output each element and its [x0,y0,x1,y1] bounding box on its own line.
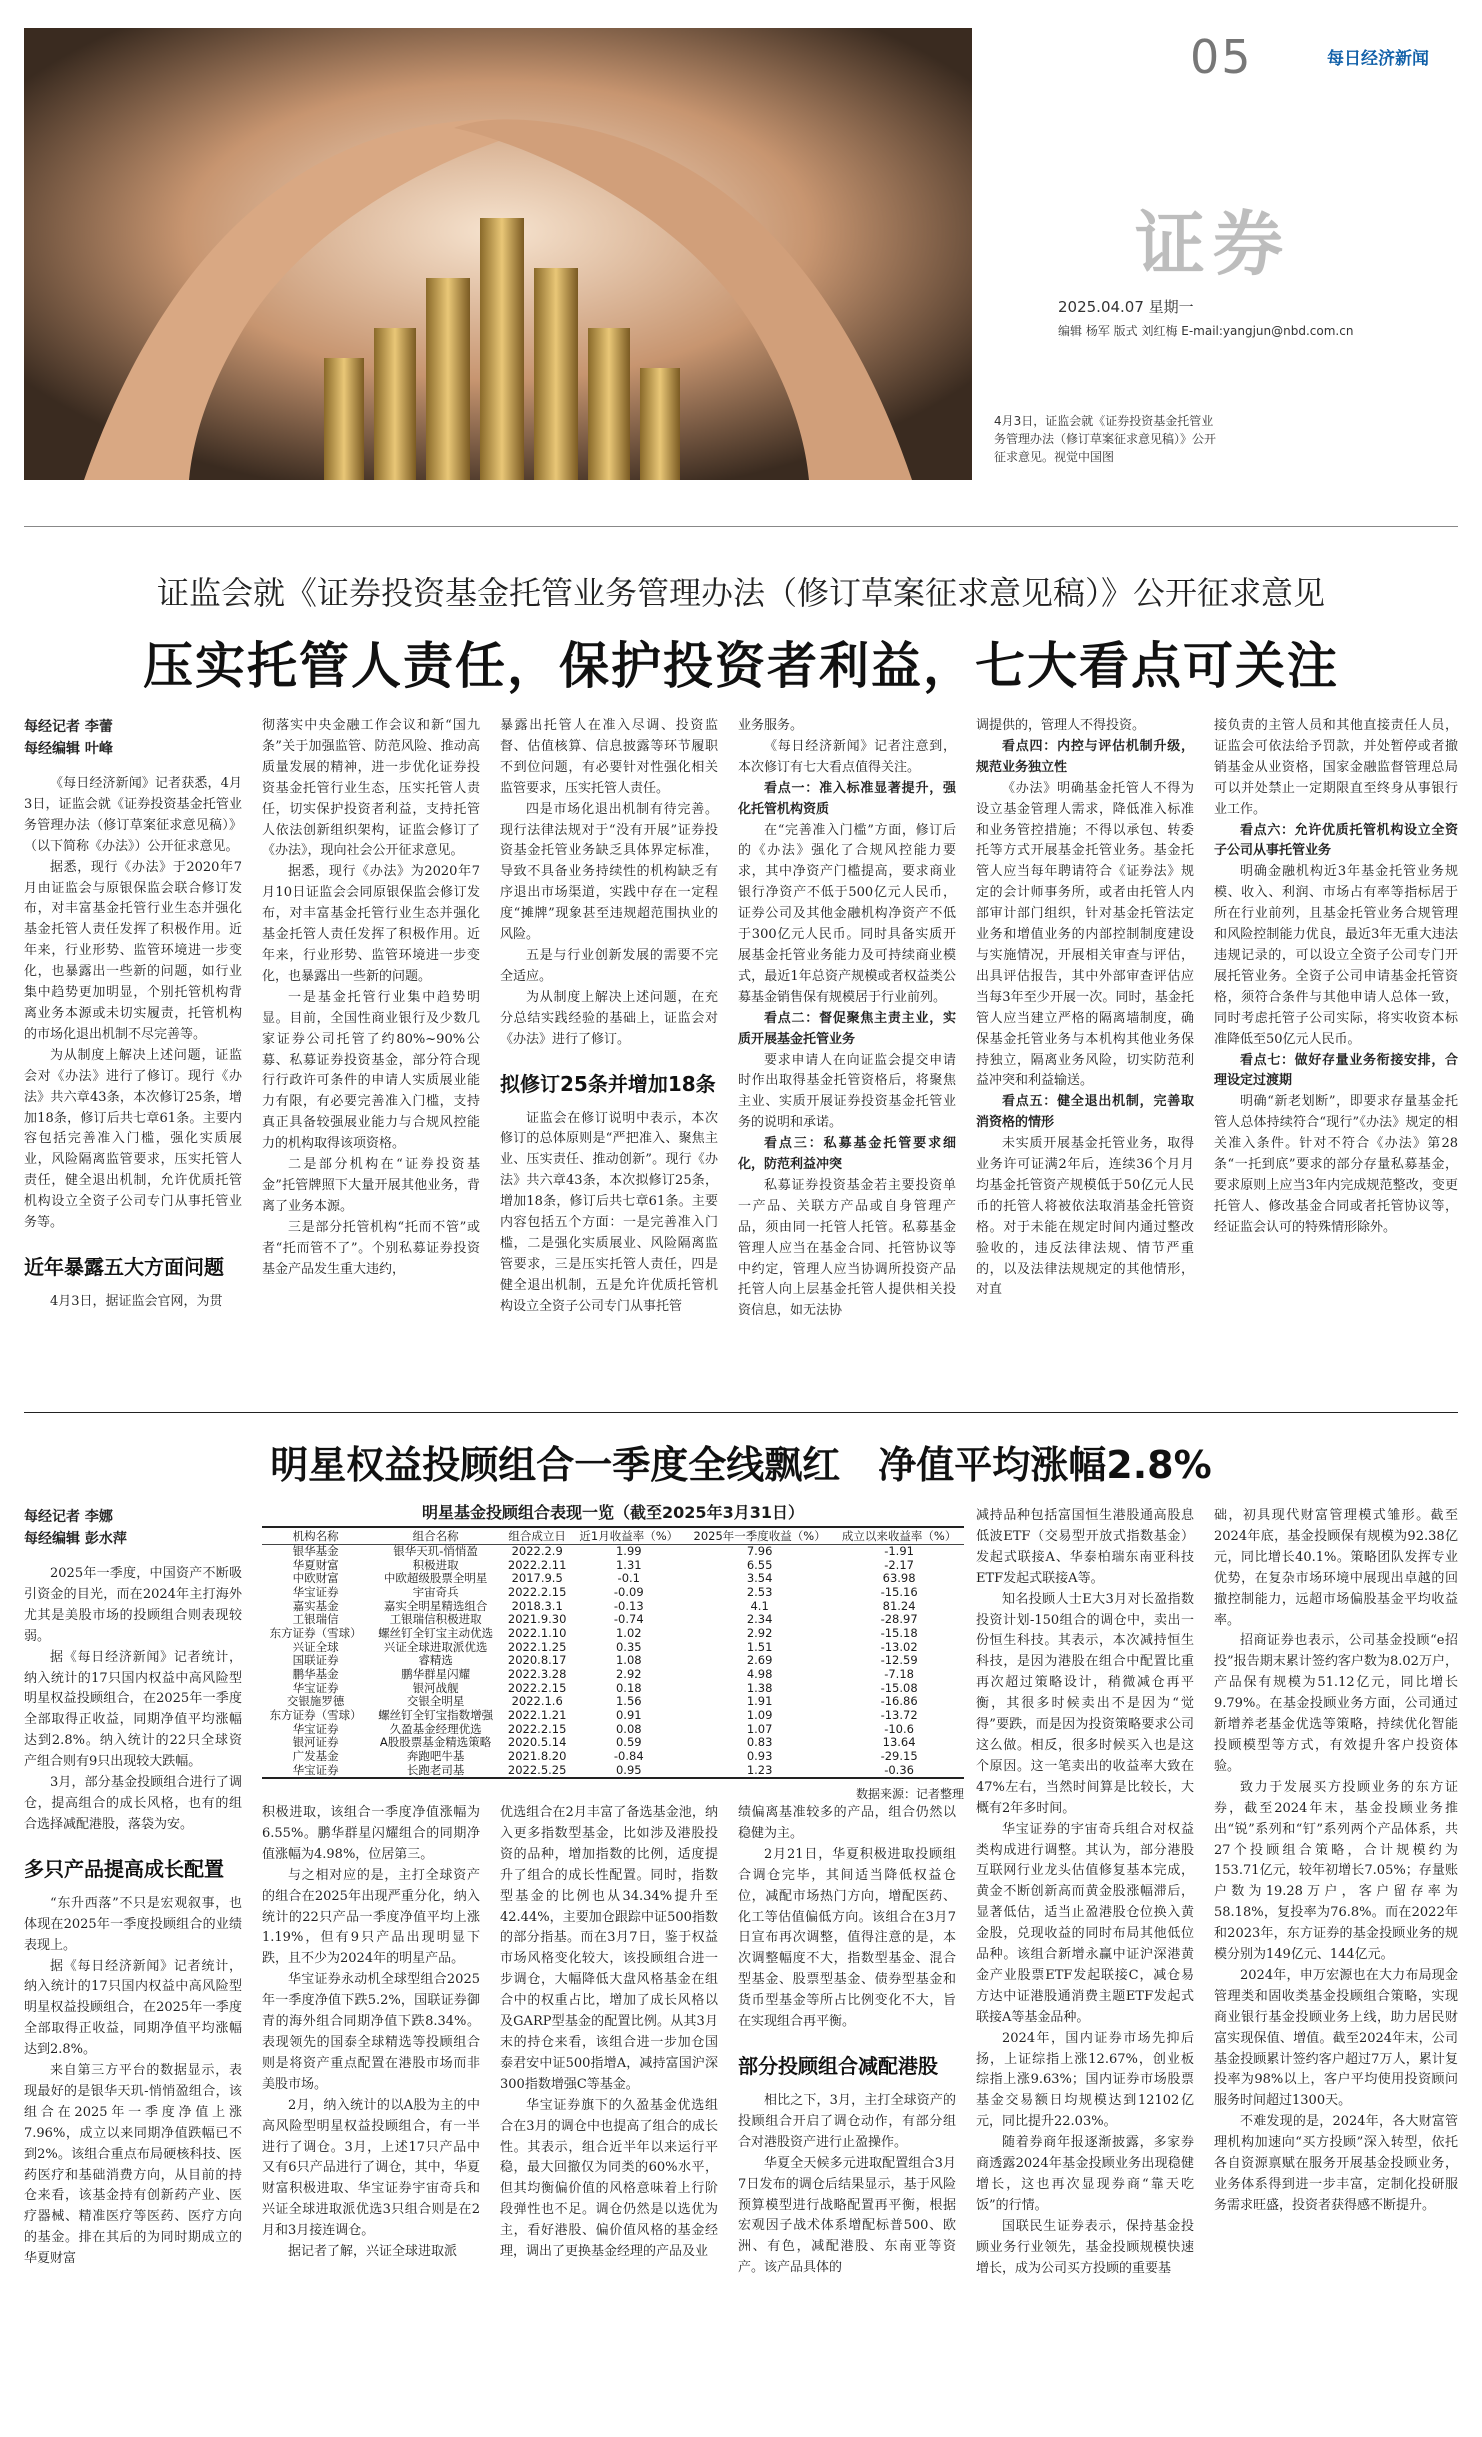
paragraph: 明确“新老划断”，即要求存量基金托管人总体持续符合“现行”《办法》规定的相关准入条件。针对不符合《办法》第28条“一托到底”要求的部分存量私募基金，要求原则上应当3年内完成规范整改，变更托管人、修改基金合同或者托管协议等，经证监会认可的特殊情形除外。 [1214,1094,1458,1235]
table-row [262,1640,964,1654]
table-cell: 鹏华基金 [292,1667,339,1682]
paragraph: 未实质开展基金托管业务，取得业务许可证满2年后，连续36个月月均基金托管资产规模低于50亿元人民币的托管人将被依法取消基金托管资格。对于未能在规定时间内通过整改验收的，违反法律法规、情节严重的，以及法律法规规定的其他情形，对直 [976,1136,1194,1298]
table-cell: 2.92 [746,1625,773,1640]
data-table [262,1526,964,1779]
paragraph: 据悉，现行《办法》于2020年7月由证监会与原银保监会联合修订发布，对丰富基金托管行业生态并强化基金托管人责任发挥了积极作用。近年来，行业形势、监管环境进一步变化，也暴露出一些新的问题，如行业集中趋势更加明显，个别托管机构背离业务本源或未切实履责，托管机构的市场化退出机制不尽完善等。 [24,859,242,1042]
subhead: 多只产品提高成长配置 [24,1856,224,1881]
table-cell: 63.98 [882,1571,916,1586]
table-row [262,1750,964,1764]
table-cell: 1.02 [615,1625,642,1640]
article1-col-1 [24,716,242,1313]
table-cell: A股股票基金精选策略 [379,1735,492,1750]
table-cell: 广发基金 [292,1749,339,1764]
table-header-cell: 组合成立日 [502,1527,573,1545]
table-cell: 1.23 [746,1762,773,1777]
paragraph: 2024年，国内证券市场先抑后扬，上证综指上涨12.67%，创业板综指上涨9.63%；国内证券市场股票基金交易额日均规模达到12102亿元，同比提升22.03%。 [976,2030,1194,2130]
table-cell: -15.18 [880,1625,918,1640]
table-cell: 4.1 [750,1598,769,1613]
article2-col-5 [976,1506,1194,2280]
table-cell: 2.92 [615,1667,642,1682]
table-row [262,1558,964,1572]
paragraph: 在“完善准入门槛”方面，修订后的《办法》强化了合规风控能力要求，其中净资产门槛提高，要求商业银行净资产不低于500亿元人民币，证券公司及其他金融机构净资产不低于300亿元人民币。同时具备实质开展基金托管业务能力及可持续商业模式，最近1年总资产规模或者权益类公募基金销售保有规模居于行业前列。 [738,822,956,1005]
paragraph: 《每日经济新闻》记者获悉，4月3日，证监会就《证券投资基金托管业务管理办法（修订草案征求意见稿）》（以下简称《办法》）公开征求意见。 [24,776,242,854]
masthead: 每日经济新闻 [1327,49,1429,69]
paragraph: 国联民生证券表示，保持基金投顾业务行业领先，基金投顾规模快速增长，成为公司买方投顾的重要基 [976,2218,1194,2276]
paragraph: 华宝证券旗下的久盈基金优选组合在3月的调仓中也提高了组合的成长性。其表示，组合近半年以来运行平稳，最大回撤仅为同类的60%水平，但其均衡偏价值的风格意味着上行阶段弹性也不足。调仓仍然是以选优为主，看好港股、偏价值风格的基金经理，调出了更换基金经理的产品及业 [500,2097,718,2260]
table-cell: -0.1 [617,1571,640,1586]
highlight-point: 看点二：督促聚焦主责主业，实质开展基金托管业务 [738,1010,956,1047]
article2-col-1 [24,1506,242,2270]
table-cell: 交银施罗德 [286,1694,345,1709]
table-cell: 0.35 [615,1639,642,1654]
paragraph: 积极进取，该组合一季度净值涨幅为6.55%。鹏华群星闪耀组合的同期净值涨幅为4.98%，位居第三。 [262,1805,480,1862]
table-row [262,1709,964,1723]
article1-col-4 [738,716,956,1322]
paragraph: 绩偏离基准较多的产品，组合仍然以稳健为主。 [738,1805,956,1841]
paragraph: 致力于发展买方投顾业务的东方证券，截至2024年末，基金投顾业务推出“锐”系列和“钉”系列两个产品体系，共27个投顾组合策略，合计规模约为153.71亿元，较年初增长7.05%；存量账户数为19.28万户，客户留存率为58.18%，复投率为76.8%。而在2022年和2023年，东方证券的基金投顾业务的规模分别为149亿元、144亿元。 [1214,1779,1458,1963]
table-cell: 1.99 [615,1544,642,1559]
article1-col-3 [500,716,718,1318]
table-cell: 2022.2.9 [511,1544,563,1559]
page-number: 05 [1190,30,1253,84]
paragraph: 二是部分机构在“证券投资基金”托管牌照下大量开展其他业务，背离了业务本源。 [262,1157,480,1214]
paragraph: 彻落实中央金融工作会议和新“国九条”关于加强监管、防范风险、推动高质量发展的精神，进一步优化证券投资基金托管行业生态，压实托管人责任，切实保护投资者利益，支持托管人依法创新组织架构，证监会修订了《办法》，现向社会公开征求意见。 [262,718,480,859]
table-cell: 0.93 [746,1749,773,1764]
paragraph: 来自第三方平台的数据显示，表现最好的是银华天玑-悄悄盈组合，该组合在2025年一季度净值上涨7.96%，成立以来同期净值跌幅已不到2%。该组合重点布局硬核科技、医药医疗和基础消费方向，从目前的持仓来看，该基金持有创新药产业、医疗器械、精准医疗等医药、医疗方向的基金。排在其后的为同时期成立的华夏财富 [24,2063,242,2267]
table-cell: -0.13 [613,1598,644,1613]
table-cell: 3.54 [746,1571,773,1586]
table-row [262,1572,964,1586]
editor-line: 编辑 杨军 版式 刘红梅 E-mail:yangjun@nbd.com.cn [1058,324,1354,338]
paragraph: 私募证券投资基金若主要投资单一产品、关联方产品或自身管理产品，须由同一托管人托管。私募基金管理人应当在基金合同、托管协议等中约定，管理人应当协调所投资产品托管人向上层基金托管人提供相关投资信息，如无法协 [738,1177,956,1319]
table-header-cell: 成立以来收益率（%） [834,1527,964,1545]
table-cell: 2022.1.10 [507,1625,567,1640]
table-cell: 2020.8.17 [507,1653,567,1668]
table-header-row [262,1527,964,1545]
paragraph: 一是基金托管行业集中趋势明显。目前，全国性商业银行及少数几家证券公司托管了约80%~90%公募、私募证券投资基金，部分符合现行行政许可条件的申请人实质展业能力有限，有必要完善准入门槛，支持真正具备较强展业能力与合规风控能力的机构取得该项资格。 [262,989,480,1152]
table-cell: -28.97 [880,1612,918,1627]
table-cell: 国联证券 [292,1653,339,1668]
table-cell: -0.09 [613,1584,644,1599]
article2-headline: 明星权益投顾组合一季度全线飘红 净值平均涨幅2.8% [270,1443,1212,1487]
article1-col-2 [262,716,480,1280]
paragraph: 不难发现的是，2024年，各大财富管理机构加速向“买方投顾”深入转型，依托各自资源禀赋在服务开展基金投顾业务，业务体系得到进一步丰富，定制化投研服务需求旺盛，投资者获得感不断提升。 [1214,2114,1458,2213]
paragraph: “东升西落”不只是宏观叙事，也体现在2025年一季度投顾组合的业绩表现上。 [24,1895,242,1953]
table-row [262,1681,964,1695]
table-row [262,1627,964,1641]
paragraph: 据《每日经济新闻》记者统计，纳入统计的17只国内权益中高风险型明星权益投顾组合，在2025年一季度全部取得正收益，同期净值平均涨幅达到2.8%。纳入统计的22只全球资产组合则有9只出现较大跌幅。 [24,1649,242,1770]
table-cell: 0.83 [746,1735,773,1750]
table-cell: 1.91 [746,1694,773,1709]
table-row [262,1654,964,1668]
photo-caption: 4月3日，证监会就《证券投资基金托管业务管理办法（修订草案征求意见稿）》公开征求意见。视觉中国图 [994,414,1217,464]
article2-col-4 [738,1803,956,2279]
table-cell: 银河战舰 [412,1680,459,1695]
table-row [262,1722,964,1736]
article2-col-3 [500,1803,718,2263]
paragraph: 3月，部分基金投顾组合进行了调仓，提高组合的成长风格，也有的组合选择减配港股，落袋为安。 [24,1775,242,1832]
table-title: 明星基金投顾组合表现一览（截至2025年3月31日） [422,1503,804,1522]
table-row [262,1586,964,1600]
subhead: 部分投顾组合减配港股 [738,2053,938,2078]
table-cell: 工银瑞信积极进取 [389,1612,482,1627]
paragraph: 优选组合在2月丰富了备选基金池，纳入更多指数型基金，比如涉及港股投资的品种，增加指数的比例，适度提升了组合的成长性配置。同时，指数型基金的比例也从34.34%提升至42.44%，主要加仓跟踪中证500指数的部分指基。而在3月7日，鉴于权益市场风格变化较大，该投顾组合进一步调仓，大幅降低大盘风格基金在组合中的权重占比，增加了成长风格以及GARP型基金的配置比例。从其3月末的持仓来看，该组合进一步加仓国泰君安中证500指增A，减持富国沪深300指数增强C等基金。 [500,1805,718,2092]
table-cell: 华宝证券 [292,1680,339,1695]
table-cell: 兴证全球 [292,1639,339,1654]
table-cell: 中欧超级股票全明星 [383,1571,488,1586]
table-row [262,1764,964,1778]
table-cell: 东方证券（雪球） [269,1708,362,1723]
subhead: 拟修订25条并增加18条 [500,1071,716,1096]
paragraph: 招商证券也表示，公司基金投顾“e招投”报告期末累计签约客户数为8.02万户，产品保有规模为51.12亿元，同比增长9.79%。在基金投顾业务方面，公司通过新增养老基金优选等策略，持续优化智能投顾模型等方式，有效提升客户投资体验。 [1214,1633,1458,1774]
paragraph: 础，初具现代财富管理模式雏形。截至2024年底，基金投顾保有规模为92.38亿元，同比增长40.1%。策略团队发挥专业优势，在复杂市场环境中展现出卓越的回撤控制能力，远超市场偏股基金平均收益率。 [1214,1508,1458,1628]
paragraph: 知名投顾人士E大3月对长盈指数投资计划-150组合的调仓中，卖出一份恒生科技。其表示，本次减持恒生科技，是因为港股在组合中配置比重再次超过策略设计，稍微减仓再平衡，其很多时候卖出不是因为“觉得”要跌，而是因为投资策略要求公司这么做。相反，很多时候买入也是这个原因。这一笔卖出的收益率大致在47%左右，当然时间算是比较长，大概有2年多时间。 [976,1591,1194,1816]
table-cell: -16.86 [880,1694,918,1709]
table-cell: 嘉实全明星精选组合 [383,1598,488,1613]
article2-col-6 [1214,1506,1458,2217]
table-cell: 0.91 [615,1708,642,1723]
paragraph: 与之相对应的是，主打全球资产的组合在2025年出现严重分化，纳入统计的22只产品一季度净值平均上涨1.19%，但有9只产品出现明显下跌，且不少为2024年的明星产品。 [262,1867,480,1967]
article-divider [24,1412,1458,1413]
table-cell: 银华基金 [292,1544,339,1559]
highlight-point: 看点四：内控与评估机制升级，规范业务独立性 [976,738,1194,775]
table-cell: -0.74 [613,1612,644,1627]
table-cell: 2022.2.15 [507,1584,567,1599]
table-cell: 2022.1.6 [511,1694,563,1709]
table-cell: 兴证全球进取派优选 [383,1639,488,1654]
table-cell: 2.69 [746,1653,773,1668]
table-cell: 1.08 [615,1653,642,1668]
table-cell: 1.51 [746,1639,773,1654]
table-cell: 2021.8.20 [507,1749,567,1764]
table-cell: 长跑老司基 [406,1762,465,1777]
table-row [262,1599,964,1613]
table-cell: 螺丝钉全钉宝指数增强 [378,1708,494,1723]
table-cell: 2022.3.28 [507,1667,567,1682]
table-cell: -0.84 [613,1749,644,1764]
table-cell: 2022.2.15 [507,1680,567,1695]
table-header-cell: 近1月收益率（%） [573,1527,686,1545]
paragraph: 为从制度上解决上述问题，在充分总结实践经验的基础上，证监会对《办法》进行了修订。 [500,989,718,1047]
issue-date: 2025.04.07 星期一 [1058,298,1194,316]
paragraph: 4月3日，据证监会官网，为贯 [50,1293,223,1309]
table-cell: -13.02 [880,1639,918,1654]
paragraph: 据记者了解，兴证全球进取派 [288,2244,458,2260]
paragraph: 《办法》明确基金托管人不得为设立基金管理人需求，降低准入标准和业务管控措施；不得以承包、转委托等方式开展基金托管业务。基金托管人应当每年聘请符合《证券法》规定的会计师事务所，或者由托管人内部审计部门组织，针对基金托管法定业务和增值业务的内部控制制度建设与实施情况，开展相关审查与评估，出具评估报告，其中外部审查评估应当每3年至少开展一次。同时，基金托管人应当建立严格的隔离墙制度，确保基金托管业务与本机构其他业务保持独立，隔离业务风险，切实防范利益冲突和利益输送。 [976,780,1194,1089]
table-row [262,1545,964,1559]
table-cell: 宇宙奇兵 [412,1584,459,1599]
table-cell: 2.53 [746,1584,773,1599]
table-cell: 7.96 [746,1544,773,1559]
table-cell: 工银瑞信 [292,1612,339,1627]
highlight-point: 看点一：准入标准显著提升，强化托管机构资质 [738,780,956,817]
highlight-point: 看点五：健全退出机制，完善取消资格的情形 [976,1094,1194,1131]
table-cell: 0.59 [615,1735,642,1750]
table-cell: 鹏华群星闪耀 [401,1667,471,1682]
table-cell: 2022.2.11 [507,1557,567,1572]
byline-editor: 每经编辑 彭水萍 [24,1531,127,1547]
table-cell: 2022.5.25 [507,1762,567,1777]
table-cell: 东方证券（雪球） [269,1625,362,1640]
table-cell: -0.36 [884,1762,914,1777]
table-row [262,1736,964,1750]
table-cell: 2022.1.25 [507,1639,567,1654]
highlight-point: 看点三：私募基金托管要求细化，防范利益冲突 [738,1136,956,1173]
paragraph: 据《每日经济新闻》记者统计，纳入统计的17只国内权益中高风险型明星权益投顾组合，在2025年一季度全部取得正收益，同期净值平均涨幅达到2.8%。 [24,1958,242,2058]
table-cell: 2.34 [746,1612,773,1627]
paragraph: 2024年，申万宏源也在大力布局现金管理类和固收类基金投顾组合策略，实现商业银行基金投顾业务上线，助力居民财富实现保值、增值。截至2024年末，公司基金投顾累计签约客户超过7万人，累计复投率为98%以上，客户平均使用投资顾问服务时间超过1300天。 [1214,1967,1458,2109]
paragraph: 随着券商年报逐渐披露，多家券商透露2024年基金投顾业务出现稳健增长，这也再次显现券商“靠天吃饭”的行情。 [976,2135,1194,2213]
fund-performance-table [262,1500,964,1802]
section-title: 证券 [1135,203,1291,285]
table-cell: 中欧财富 [292,1571,339,1586]
paragraph: 2025年一季度，中国资产不断吸引资金的目光，而在2024年主打海外尤其是美股市场的投顾组合则表现较弱。 [24,1566,242,1644]
paragraph: 华宝证券的宇宙奇兵组合对权益类构成进行调整。其认为，部分港股互联网行业龙头估值修复基本完成，黄金不断创新高而黄金股涨幅滞后，显著低估，适当止盈港股仓位换入黄金股，兑现收益的同时布局其他低位品种。该组合新增永赢中证沪深港黄金产业股票ETF发起联接C，减仓易方达中证港股通消费主题ETF发起式联接A等基金品种。 [976,1821,1194,2025]
paragraph: 《每日经济新闻》记者注意到，本次修订有七大看点值得关注。 [738,738,956,775]
table-cell: 睿精选 [418,1653,453,1668]
table-row [262,1695,964,1709]
table-cell: 奔跑吧牛基 [406,1749,465,1764]
highlight-point: 看点六：允许优质托管机构设立全资子公司从事托管业务 [1214,822,1458,859]
paragraph: 五是与行业创新发展的需要不完全适应。 [500,947,718,984]
paragraph: 2月，纳入统计的以A股为主的中高风险型明星权益投顾组合，有一半进行了调仓。3月，上述17只产品中又有6只产品进行了调仓，其中，华夏财富积极进取、华宝证券宇宙奇兵和兴证全球进取派优选3只组合则是在2月和3月接连调仓。 [262,2097,480,2239]
table-cell: -12.59 [880,1653,918,1668]
paragraph: 暴露出托管人在准入尽调、投资监督、估值核算、信息披露等环节履职不到位问题，有必要针对性强化相关监管要求，压实托管人责任。 [500,718,718,796]
table-cell: 6.55 [746,1557,773,1572]
table-cell: -15.08 [880,1680,918,1695]
table-cell: 积极进取 [412,1557,459,1572]
table-cell: 1.07 [746,1721,773,1736]
table-cell: -15.16 [880,1584,918,1599]
table-cell: -7.18 [884,1667,914,1682]
table-cell: 银河证券 [292,1735,339,1750]
article2-col-2 [262,1803,480,2263]
paragraph: 据悉，现行《办法》为2020年7月10日证监会会同原银保监会修订发布，对丰富基金托管行业生态并强化基金托管人责任发挥了积极作用。近年来，行业形势、监管环境进一步变化，也暴露出一些新的问题。 [262,864,480,984]
subhead: 近年暴露五大方面问题 [24,1254,224,1279]
paragraph: 相比之下，3月，主打全球资产的投顾组合开启了调仓动作，有部分组合对港股资产进行止盈操作。 [738,2092,956,2150]
paragraph: 调提供的，管理人不得投资。 [976,718,1146,733]
article1-col-5 [976,716,1194,1301]
table-source: 数据来源：记者整理 [855,1786,964,1801]
table-header-cell: 组合名称 [369,1527,502,1545]
paragraph: 2月21日，华夏积极进取投顾组合调仓完毕，其间适当降低权益仓位，减配市场热门方向，增配医药、化工等估值偏低方向。该组合在3月7日宣布再次调整，值得注意的是，本次调整幅度不大，指数型基金、混合型基金、股票型基金、债券型基金和货币型基金等所占比例变化不大，旨在实现组合再平衡。 [738,1846,956,2030]
table-cell: 2018.3.1 [511,1598,563,1613]
paragraph: 接负责的主管人员和其他直接责任人员，证监会可依法给予罚款，并处暂停或者撤销基金从业资格，国家金融监督管理总局可以并处禁止一定期限直至终身从事银行业工作。 [1214,718,1458,817]
table-cell: -29.15 [880,1749,918,1764]
table-cell: 2020.5.14 [507,1735,567,1750]
table-cell: 1.09 [746,1708,773,1723]
table-cell: 交银全明星 [406,1694,465,1709]
highlight-point: 看点七：做好存量业务衔接安排，合理设定过渡期 [1214,1052,1458,1089]
paragraph: 明确金融机构近3年基金托管业务规模、收入、利润、市场占有率等指标居于所在行业前列，且基金托管业务合规管理和风险控制能力优良，最近3年无重大违法违规记录的，可以设立全资子公司专门开展托管业务。全资子公司申请基金托管资格，须符合条件与其他申请人总体一致，同时考虑托管子公司实际，将实收资本标准降低至50亿元人民币。 [1214,864,1458,1047]
table-cell: -13.72 [880,1708,918,1723]
table-cell: -2.17 [884,1557,914,1572]
table-cell: 4.98 [746,1667,773,1682]
photo-illustration [24,28,972,480]
table-cell: 嘉实基金 [292,1598,339,1613]
table-cell: 1.38 [746,1680,773,1695]
paragraph: 业务服务。 [738,718,804,733]
table-cell: 华宝证券 [292,1721,339,1736]
table-cell: 81.24 [882,1598,916,1613]
paragraph: 四是市场化退出机制有待完善。现行法律法规对于“没有开展”证券投资基金托管业务缺乏具体界定标准，导致不具备业务持续性的机构缺乏有序退出市场渠道，实践中存在一定程度“摊牌”现象甚至违规超范围执业的风险。 [500,801,718,943]
paragraph: 要求申请人在向证监会提交申请时作出取得基金托管资格后，将聚焦主业、实质开展证券投资基金托管业务的说明和承诺。 [738,1052,956,1131]
table-cell: 1.56 [615,1694,642,1709]
paragraph: 三是部分托管机构“托而不管”或者“托而管不了”。个别私募证券投资基金产品发生重大违约， [262,1219,480,1277]
table-cell: 螺丝钉全钉宝主动优选 [378,1625,494,1640]
article1-headline: 压实托管人责任，保护投资者利益，七大看点可关注 [143,637,1339,695]
table-row [262,1613,964,1627]
table-cell: 2017.9.5 [511,1571,563,1586]
byline-editor: 每经编辑 叶峰 [24,741,113,757]
paragraph: 华宝证券永动机全球型组合2025年一季度净值下跌5.2%，国联证券御青的海外组合同期净值下跌8.34%。表现领先的国泰全球精选等投顾组合则是将资产重点配置在港股市场而非美股市场。 [262,1972,480,2092]
divider [24,526,1458,527]
table-header-cell: 2025年一季度收益（%） [685,1527,834,1545]
table-cell: -10.6 [884,1721,914,1736]
table-cell: 2022.1.21 [507,1708,567,1723]
paragraph: 证监会在修订说明中表示，本次修订的总体原则是“严把准入、聚焦主业、压实责任、推动创新”。现行《办法》共六章43条，本次拟修订25条，增加18条，修订后共七章61条。主要内容包括五个方面：一是完善准入门槛，二是强化实质展业、风险隔离监管要求，三是压实托管人责任，四是健全退出机制，五是允许优质托管机构设立全资子公司专门从事托管 [500,1110,718,1314]
table-header-cell: 机构名称 [262,1527,369,1545]
table-cell: 华宝证券 [292,1762,339,1777]
table-cell: 华夏财富 [292,1557,339,1572]
table-cell: 0.95 [615,1762,642,1777]
article1-col-6 [1214,716,1458,1239]
table-row [262,1668,964,1682]
byline-reporter: 每经记者 李蕾 [24,719,113,735]
paragraph: 华夏全天候多元进取配置组合3月7日发布的调仓后结果显示，基于风险预算模型进行战略配置再平衡，根据宏观因子战术体系增配标普500、欧洲、有色，减配港股、东南亚等资产。该产品具体的 [738,2155,956,2276]
paragraph: 为从制度上解决上述问题，证监会对《办法》进行了修订。现行《办法》共六章43条，本次修订25条，增加18条，修订后共七章61条。主要内容包括完善准入门槛，强化实质展业，风险隔离监管要求，压实托管人责任，健全退出机制，允许优质托管机构设立全资子公司专门从事托管业务等。 [24,1047,242,1231]
table-cell: 久盈基金经理优选 [389,1721,482,1736]
table-cell: 2022.2.15 [507,1721,567,1736]
table-cell: 0.18 [615,1680,642,1695]
byline-reporter: 每经记者 李娜 [24,1509,113,1525]
paragraph: 减持品种包括富国恒生港股通高股息低波ETF（交易型开放式指数基金）发起式联接A、华泰柏瑞东南亚科技ETF发起式联接A等。 [976,1508,1194,1586]
table-cell: 2021.9.30 [507,1612,567,1627]
article1-kicker: 证监会就《证券投资基金托管业务管理办法（修订草案征求意见稿）》公开征求意见 [156,574,1325,612]
table-cell: 0.08 [615,1721,642,1736]
table-cell: 13.64 [882,1735,916,1750]
table-cell: -1.91 [884,1544,914,1559]
table-cell: 1.31 [615,1557,642,1572]
hands-coins-photo [24,28,972,480]
table-cell: 华宝证券 [292,1584,339,1599]
table-cell: 银华天玑-悄悄盈 [393,1544,478,1559]
